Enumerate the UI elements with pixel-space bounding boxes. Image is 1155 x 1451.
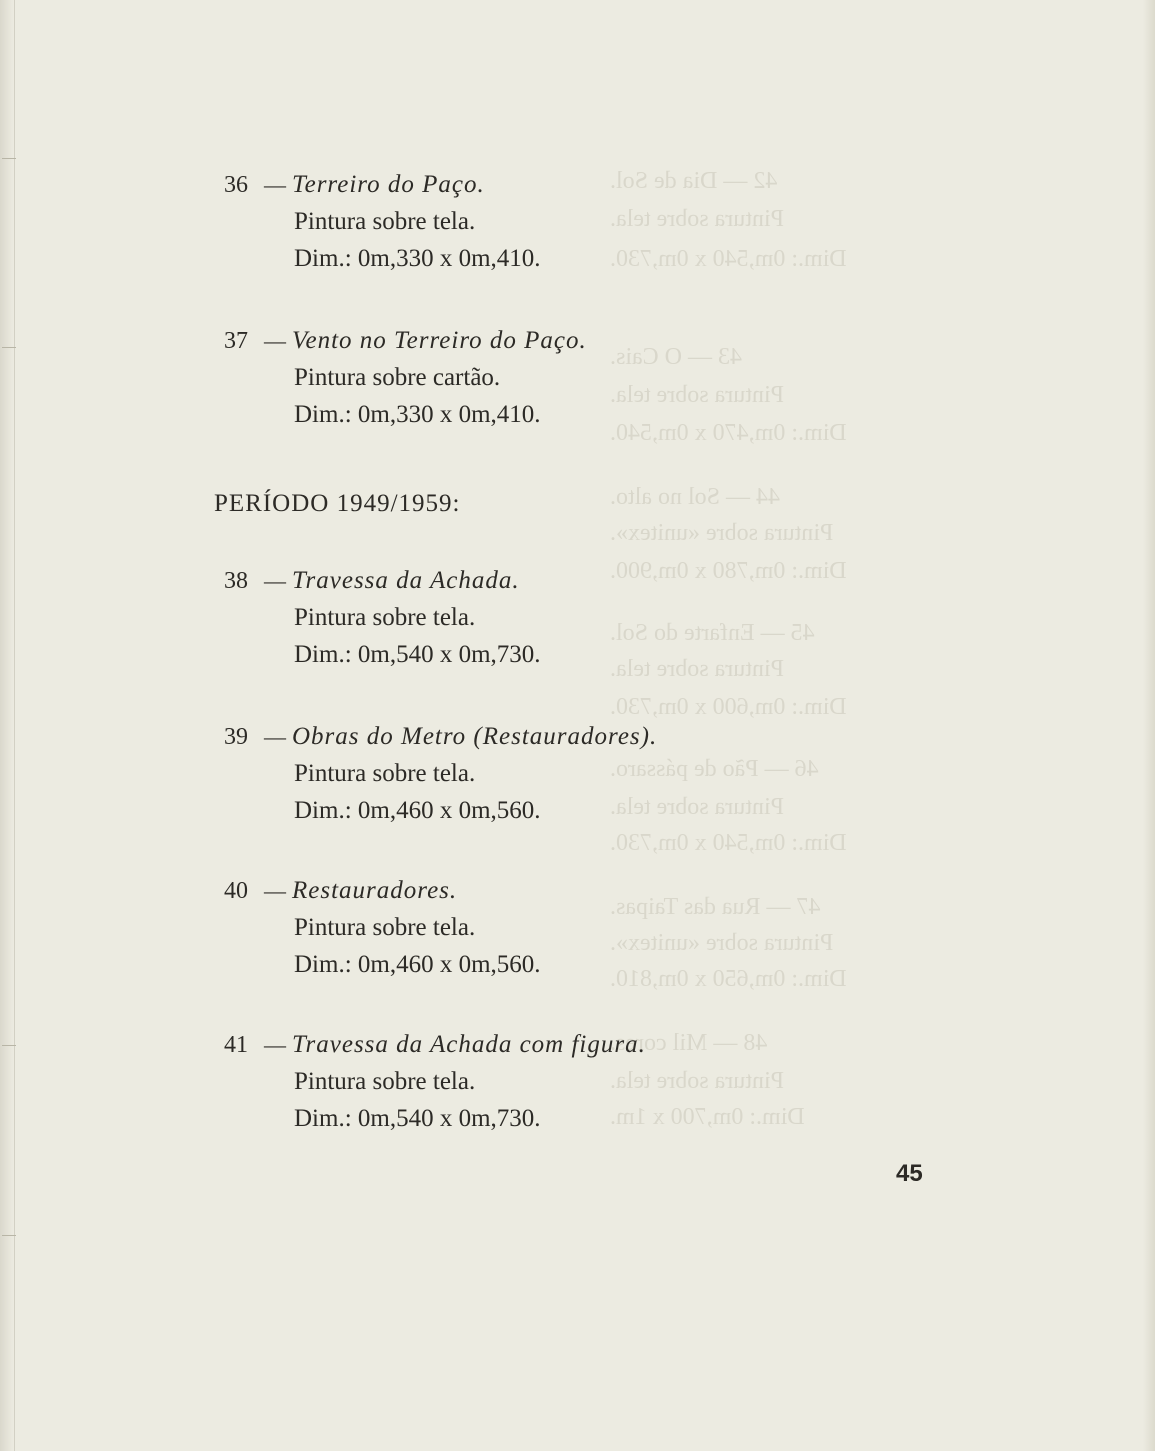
- section-heading: PERÍODO 1949/1959:: [214, 490, 461, 517]
- entry-medium: Pintura sobre tela.: [294, 208, 476, 235]
- entry-dash: —: [264, 568, 286, 593]
- entry-title: Terreiro do Paço.: [292, 171, 485, 198]
- entry-dimensions: Dim.: 0m,330 x 0m,410.: [294, 401, 541, 428]
- entry-medium: Pintura sobre tela.: [294, 604, 476, 631]
- catalog-entry: [224, 872, 844, 983]
- entry-title: Obras do Metro (Restauradores).: [292, 723, 658, 750]
- entry-dimensions: Dim.: 0m,540 x 0m,730.: [294, 1105, 541, 1132]
- catalog-entry: [224, 718, 844, 829]
- catalog-entry: [224, 166, 844, 277]
- reverse-page-show-through: 42 — Dia de Sol. Pintura sobre tela. Dim.: 0m,540 x 0m,730. 43 — O Cais. Pintura sobre tela. Dim.: 0m,470 x 0m,540. 44 — Sol no alto. Pintura sobre «unitex». Dim.: 0m,780 x 0m,900. 45 — Enfarte do Sol. Pintura sobre tela. Dim.: 0m,600 x 0m,730. 46 — Pão de pássaro. Pintura sobre tela. Dim.: 0m,540 x 0m,730. 47 — Rua das Taipas. Pintura sobre «unitex». Dim.: 0m,650 x 0m,810. 48 — Mil cores. Pintura sobre tela. Dim.: 0m,700 x 1m.: [610, 168, 847, 1130]
- entry-dash: —: [264, 878, 286, 903]
- entry-title: Travessa da Achada com figura.: [292, 1031, 646, 1058]
- entry-number: 37: [224, 328, 248, 354]
- entry-number: 40: [224, 878, 248, 904]
- entry-title: Travessa da Achada.: [292, 567, 520, 594]
- entry-medium: Pintura sobre tela.: [294, 760, 476, 787]
- entry-dash: —: [264, 328, 286, 353]
- entry-title: Vento no Terreiro do Paço.: [292, 327, 587, 354]
- entry-dash: —: [264, 1032, 286, 1057]
- catalog-entry: [224, 322, 844, 433]
- entry-dimensions: Dim.: 0m,330 x 0m,410.: [294, 245, 541, 272]
- entry-number: 38: [224, 568, 248, 594]
- catalog-entry: [224, 562, 844, 673]
- entry-dash: —: [264, 724, 286, 749]
- entry-dimensions: Dim.: 0m,460 x 0m,560.: [294, 797, 541, 824]
- page-number: 45: [896, 1160, 923, 1187]
- entry-number: 41: [224, 1032, 248, 1058]
- entry-number: 36: [224, 172, 248, 198]
- entry-medium: Pintura sobre tela.: [294, 1068, 476, 1095]
- entry-dash: —: [264, 172, 286, 197]
- catalog-entry: [224, 1026, 844, 1137]
- entry-dimensions: Dim.: 0m,540 x 0m,730.: [294, 641, 541, 668]
- entry-title: Restauradores.: [292, 877, 458, 904]
- entry-dimensions: Dim.: 0m,460 x 0m,560.: [294, 951, 541, 978]
- entry-medium: Pintura sobre tela.: [294, 914, 476, 941]
- entry-number: 39: [224, 724, 248, 750]
- entry-medium: Pintura sobre cartão.: [294, 364, 501, 391]
